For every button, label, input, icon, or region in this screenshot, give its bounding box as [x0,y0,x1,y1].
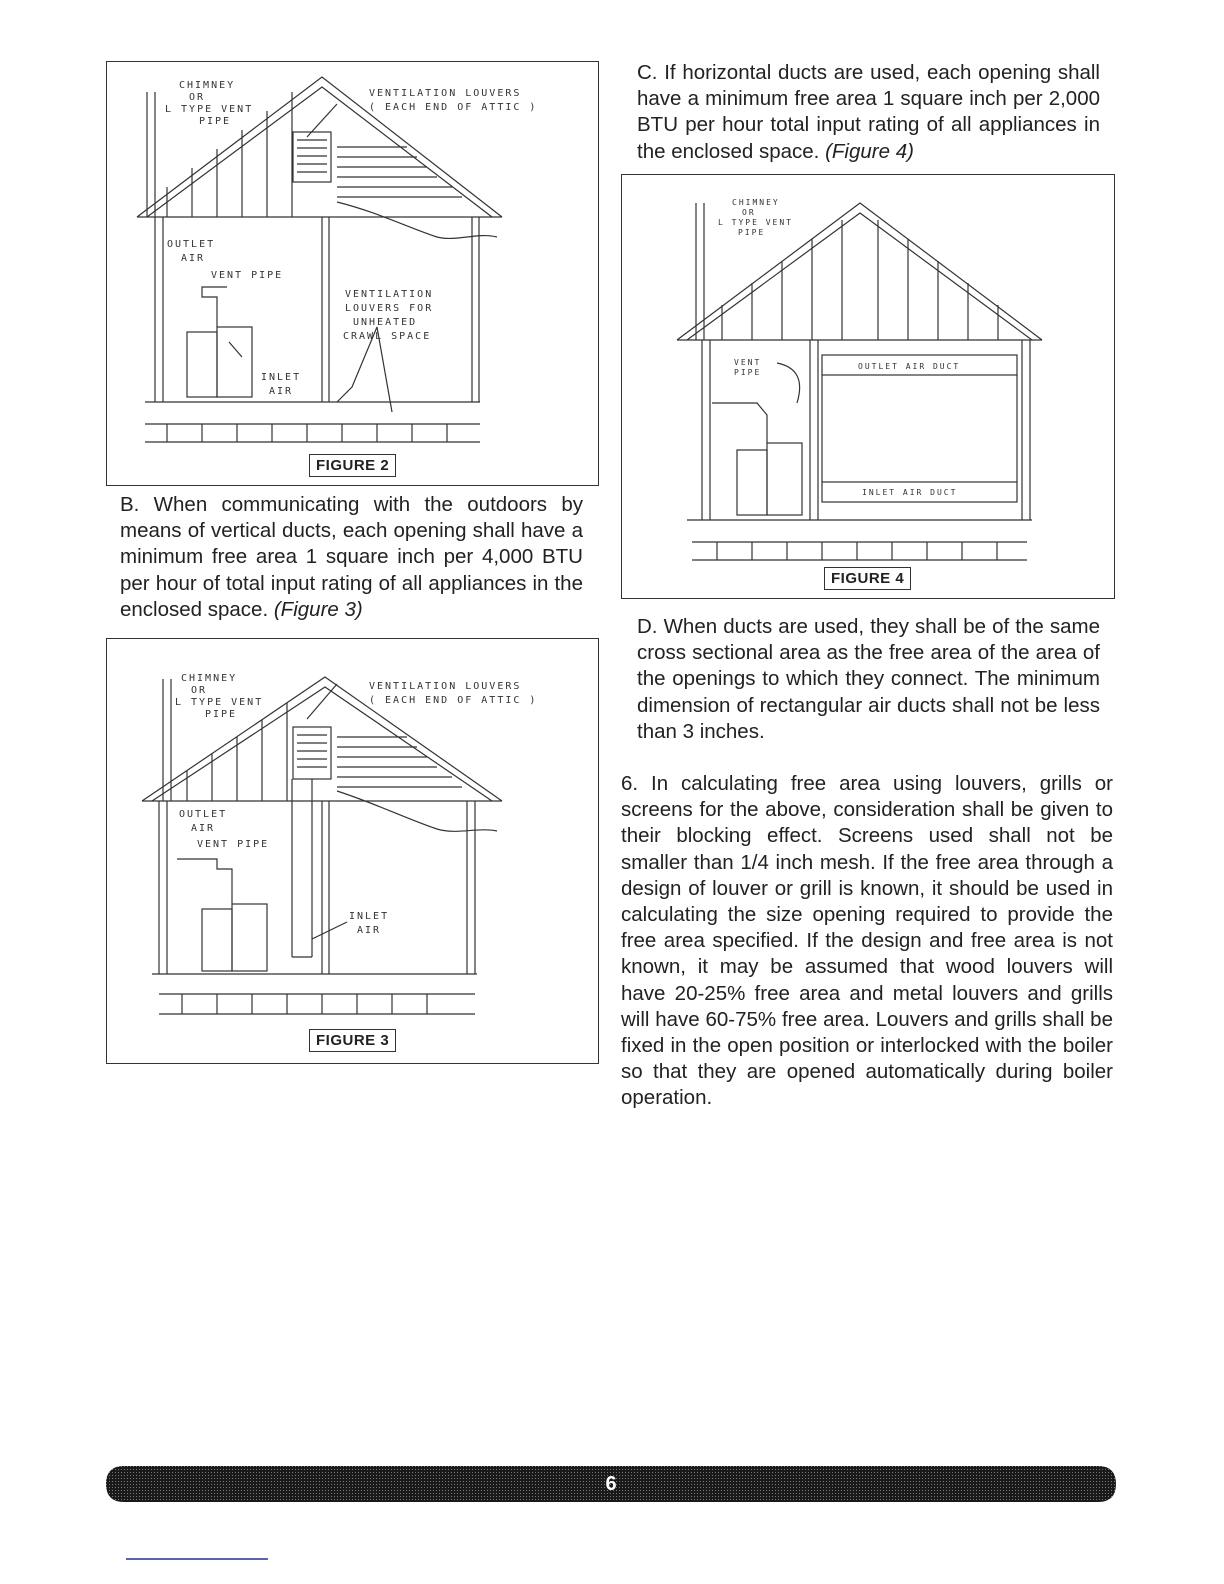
figure-4-drawing [622,175,1114,598]
figure-2-inlet-air-label: INLET AIR [261,372,302,397]
figure-2-crawl-louvers-label: VENTILATION LOUVERS FOR UNHEATED CRAWL SPACE [343,289,434,342]
figure-3-label: FIGURE 3 [309,1029,396,1052]
figure-2-vent-pipe-label: VENT PIPE [211,270,284,281]
figure-3 [106,638,599,1064]
figure-3-inlet-air-label: INLET AIR [349,911,390,936]
figure-2 [106,61,599,486]
figure-3-chimney-label: CHIMNEY OR L TYPE VENT PIPE [175,673,264,720]
paragraph-b: B. When communicating with the outdoors by means of vertical ducts, each opening shall have a minimum free area 1 square inch per 4,000 BTU per hour of total input rating of all appliances in the enclosed space. (Figure 3) [120,493,583,621]
figure-4-chimney-label: CHIMNEY OR L TYPE VENT PIPE [718,198,793,237]
figure-4-vent-pipe-label: VENT PIPE [734,358,762,377]
figure-4-inlet-duct-label: INLET AIR DUCT [862,488,958,497]
figure-3-outlet-air-label: OUTLET AIR [179,809,228,834]
footer-underline [126,1558,268,1560]
figure-2-outlet-air-label: OUTLET AIR [167,239,216,264]
figure-3-attic-louvers-label: VENTILATION LOUVERS ( EACH END OF ATTIC ) [369,681,538,706]
paragraph-c: C. If horizontal ducts are used, each opening shall have a minimum free area 1 square inch per 2,000 BTU per hour total input rating of all appliances in the enclosed space. (Figure 4) [637,61,1100,163]
figure-2-attic-louvers-label: VENTILATION LOUVERS ( EACH END OF ATTIC ) [369,88,538,113]
figure-3-vent-pipe-label: VENT PIPE [197,839,270,850]
figure-4 [621,174,1115,599]
figure-3-drawing [107,639,598,1063]
figure-2-chimney-label: CHIMNEY OR L TYPE VENT PIPE [165,80,254,127]
footer-bar [106,1466,1116,1502]
figure-2-drawing [107,62,598,485]
paragraph-d: D. When ducts are used, they shall be of the same cross sectional area as the free area of the area of the openings to which they connect. The minimum dimension of rectangular air ducts shall not be less than 3 inches. [637,615,1100,743]
paragraph-c-figure-ref: (Figure 4) [825,139,914,163]
paragraph-6: 6. In calculating free area using louvers, grills or screens for the above, consideration shall be given to their blocking effect. Screens used shall not be smaller than 1/4 inch mesh. If the free area through a design of louver or grill is known, it should be used in calculating the size opening required to provide the free area specified. If the design and free area is not known, it may be assumed that wood louvers will have 20-25% free area and metal louvers and grills will have 60-75% free area. Louvers and grills shall be fixed in the open position or interlocked with the boiler so that they are opened automatically during boiler operation. [621,772,1113,1110]
page-number: 6 [605,1473,617,1495]
paragraph-b-figure-ref: (Figure 3) [273,597,363,621]
figure-4-outlet-duct-label: OUTLET AIR DUCT [858,362,961,371]
figure-2-label: FIGURE 2 [309,454,396,477]
figure-4-label: FIGURE 4 [824,567,911,590]
